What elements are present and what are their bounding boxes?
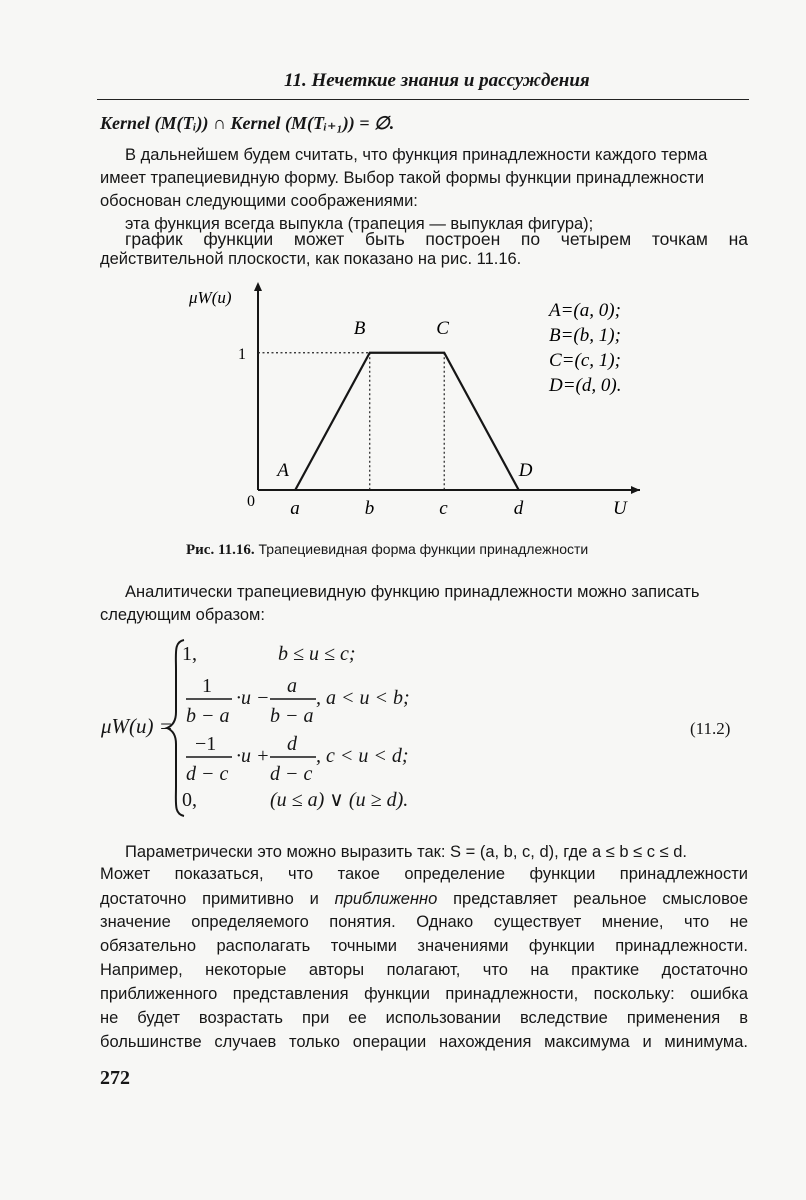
case2-frac2-num: a — [287, 675, 297, 697]
body-line-8: не будет возрастать при ее использовании вследствие применения в — [100, 1009, 748, 1027]
kernel-formula: Kernel (M(Tᵢ)) ∩ Kernel (M(Tᵢ₊₁)) = ∅. — [100, 113, 395, 133]
case2-frac1-num: 1 — [202, 675, 212, 697]
equation-lhs: μW(u) = — [101, 714, 173, 738]
y-tick-label: 1 — [238, 346, 246, 363]
point-label-D: D — [518, 460, 533, 481]
intro-line-4: эта функция всегда выпукла (трапеция — выпуклая фигура); — [125, 215, 594, 233]
x-axis-label: U — [613, 498, 627, 519]
legend-entry-2: B=(b, 1); — [549, 325, 621, 346]
trapezoid-figure — [0, 0, 806, 540]
case1-value: 1, — [182, 643, 197, 665]
analytic-line-1: Аналитически трапециевидную функцию принадлежности можно записать — [125, 583, 700, 601]
intro-line-1: В дальнейшем будем считать, что функция принадлежности каждого терма — [125, 146, 708, 164]
x-tick-label-c: c — [439, 498, 448, 519]
figure-caption — [186, 541, 588, 559]
intro-line-3: обоснован следующими соображениями: — [100, 192, 418, 210]
body-line-3-b: представляет реальное смысловое — [437, 890, 748, 908]
point-label-A: A — [277, 460, 289, 481]
equation-number: (11.2) — [690, 719, 731, 738]
body-line-5: обязательно располагать точными значениями функции принадлежности. — [100, 937, 748, 955]
case1-condition: b ≤ u ≤ c; — [278, 643, 356, 665]
intro-line-6: действительной плоскости, как показано на рис. 11.16. — [100, 250, 522, 268]
body-line-3-a: достаточно примитивно и — [100, 890, 335, 908]
case3-condition: , c < u < d; — [316, 745, 409, 767]
x-tick-label-b: b — [364, 498, 375, 519]
legend-entry-3: C=(c, 1); — [549, 350, 621, 371]
trapezoid-series-line — [295, 353, 518, 490]
case3-frac2-num: d — [287, 733, 297, 755]
case2-mid: ·u − — [236, 687, 270, 709]
caption-text: Трапециевидная форма функции принадлежности — [258, 541, 589, 557]
body-line-9: большинстве случаев только операции нахождения максимума и минимума. — [100, 1033, 748, 1051]
case4-condition: (u ≤ a) ∨ (u ≥ d). — [270, 789, 409, 811]
body-line-3-emphasis: приближенно — [334, 890, 438, 908]
caption-label: Рис. 11.16. — [186, 542, 255, 558]
body-line-7: приближенного представления функции принадлежности, поскольку: ошибка — [100, 985, 748, 1003]
case3-frac1-num: −1 — [195, 733, 217, 755]
body-line-3 — [100, 890, 748, 909]
intro-line-5: график функции может быть построен по четырем точкам на — [125, 229, 748, 249]
body-line-2: Может показаться, что такое определение функции принадлежности — [100, 865, 748, 883]
x-tick-label-a: a — [290, 498, 300, 519]
intro-line-2: имеет трапециевидную форму. Выбор такой формы функции принадлежности — [100, 169, 705, 187]
case2-frac2-den: b − a — [270, 705, 314, 727]
running-header: 11. Нечеткие знания и рассуждения — [284, 70, 590, 91]
legend-entry-1: A=(a, 0); — [549, 300, 621, 321]
case3-frac2-den: d − c — [270, 763, 313, 785]
case3-frac1-den: d − c — [186, 763, 229, 785]
y-axis-label: μW(u) — [189, 288, 232, 307]
body-line-6: Например, некоторые авторы полагают, что на практике достаточно — [100, 961, 748, 979]
point-label-B: B — [353, 317, 366, 339]
legend-entry-4: D=(d, 0). — [549, 375, 622, 396]
body-line-4: значение определяемого понятия. Однако существует мнение, что не — [100, 913, 748, 931]
x-tick-label-d: d — [513, 498, 524, 519]
point-label-C: C — [436, 317, 449, 339]
origin-label: 0 — [247, 493, 255, 510]
equation-11-2 — [0, 630, 806, 820]
case2-condition: , a < u < b; — [316, 687, 410, 709]
page-number: 272 — [100, 1067, 130, 1089]
case3-mid: ·u + — [236, 745, 270, 767]
case4-value: 0, — [182, 789, 197, 811]
analytic-line-2: следующим образом: — [100, 606, 265, 624]
body-line-1: Параметрически это можно выразить так: S = (a, b, c, d), где a ≤ b ≤ c ≤ d. — [125, 843, 687, 861]
case2-frac1-den: b − a — [186, 705, 230, 727]
